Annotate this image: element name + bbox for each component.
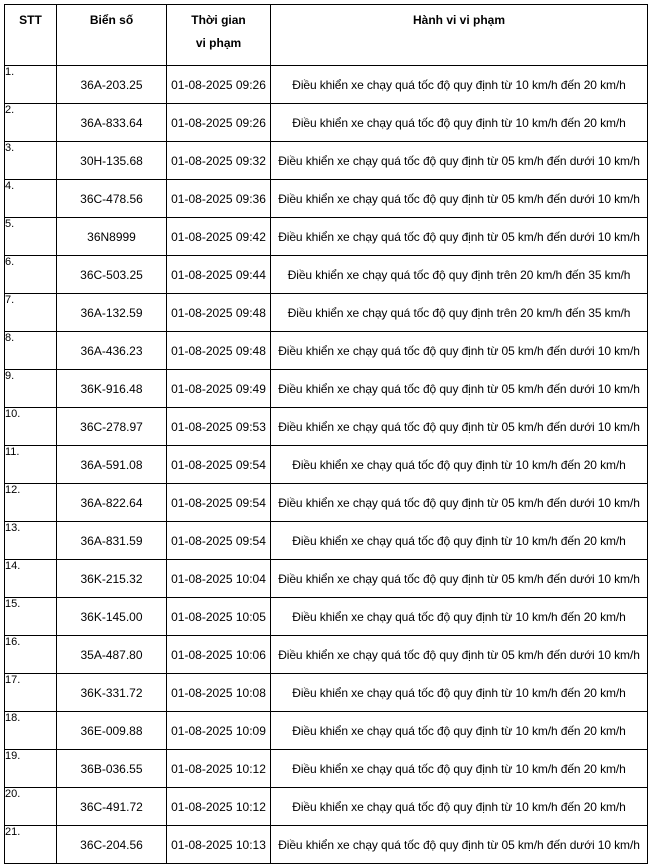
header-stt-label: STT	[19, 13, 42, 27]
violation-description: Điều khiển xe chạy quá tốc độ quy định từ 10 km/h đến 20 km/h	[271, 788, 648, 826]
violation-description: Điều khiển xe chạy quá tốc độ quy định từ 10 km/h đến 20 km/h	[271, 674, 648, 712]
row-number: 3.	[5, 142, 57, 180]
violation-time: 01-08-2025 10:04	[167, 560, 271, 598]
license-plate: 36K-331.72	[57, 674, 167, 712]
table-row	[5, 408, 648, 446]
table-row	[5, 218, 648, 256]
row-number: 18.	[5, 712, 57, 750]
license-plate: 36C-491.72	[57, 788, 167, 826]
row-number: 21.	[5, 826, 57, 864]
license-plate: 36E-009.88	[57, 712, 167, 750]
license-plate: 36K-916.48	[57, 370, 167, 408]
violation-time: 01-08-2025 09:26	[167, 104, 271, 142]
violation-time: 01-08-2025 09:48	[167, 294, 271, 332]
license-plate: 36C-503.25	[57, 256, 167, 294]
table-row	[5, 104, 648, 142]
violation-time: 01-08-2025 09:42	[167, 218, 271, 256]
violation-time: 01-08-2025 09:49	[167, 370, 271, 408]
violation-description: Điều khiển xe chạy quá tốc độ quy định từ 05 km/h đến dưới 10 km/h	[271, 142, 648, 180]
violation-description: Điều khiển xe chạy quá tốc độ quy định từ 05 km/h đến dưới 10 km/h	[271, 484, 648, 522]
table-row	[5, 636, 648, 674]
violation-description: Điều khiển xe chạy quá tốc độ quy định trên 20 km/h đến 35 km/h	[271, 256, 648, 294]
violation-description: Điều khiển xe chạy quá tốc độ quy định từ 10 km/h đến 20 km/h	[271, 522, 648, 560]
violation-time: 01-08-2025 09:54	[167, 446, 271, 484]
row-number: 2.	[5, 104, 57, 142]
row-number: 8.	[5, 332, 57, 370]
table-row	[5, 560, 648, 598]
violation-time: 01-08-2025 09:53	[167, 408, 271, 446]
row-number: 12.	[5, 484, 57, 522]
violation-time: 01-08-2025 10:08	[167, 674, 271, 712]
violation-description: Điều khiển xe chạy quá tốc độ quy định từ 10 km/h đến 20 km/h	[271, 66, 648, 104]
license-plate: 36C-278.97	[57, 408, 167, 446]
row-number: 6.	[5, 256, 57, 294]
table-row	[5, 484, 648, 522]
violation-description: Điều khiển xe chạy quá tốc độ quy định từ 05 km/h đến dưới 10 km/h	[271, 180, 648, 218]
violation-time: 01-08-2025 10:12	[167, 788, 271, 826]
table-row	[5, 256, 648, 294]
table-row	[5, 332, 648, 370]
violation-description: Điều khiển xe chạy quá tốc độ quy định từ 05 km/h đến dưới 10 km/h	[271, 826, 648, 864]
row-number: 5.	[5, 218, 57, 256]
violation-description: Điều khiển xe chạy quá tốc độ quy định từ 05 km/h đến dưới 10 km/h	[271, 218, 648, 256]
table-row	[5, 598, 648, 636]
table-row	[5, 826, 648, 864]
header-time	[167, 5, 271, 66]
license-plate: 36A-436.23	[57, 332, 167, 370]
violation-time: 01-08-2025 10:05	[167, 598, 271, 636]
header-time-label-line1: Thời gian	[191, 13, 246, 27]
table-row	[5, 370, 648, 408]
violation-description: Điều khiển xe chạy quá tốc độ quy định từ 10 km/h đến 20 km/h	[271, 446, 648, 484]
license-plate: 36A-132.59	[57, 294, 167, 332]
license-plate: 36K-215.32	[57, 560, 167, 598]
license-plate: 36A-591.08	[57, 446, 167, 484]
license-plate: 36K-145.00	[57, 598, 167, 636]
row-number: 16.	[5, 636, 57, 674]
violation-time: 01-08-2025 10:06	[167, 636, 271, 674]
table-row	[5, 674, 648, 712]
row-number: 15.	[5, 598, 57, 636]
license-plate: 30H-135.68	[57, 142, 167, 180]
table-row	[5, 66, 648, 104]
license-plate: 36C-478.56	[57, 180, 167, 218]
row-number: 4.	[5, 180, 57, 218]
row-number: 10.	[5, 408, 57, 446]
row-number: 1.	[5, 66, 57, 104]
header-plate-label: Biển số	[89, 13, 134, 27]
table-row	[5, 712, 648, 750]
row-number: 13.	[5, 522, 57, 560]
header-violation	[271, 5, 648, 66]
license-plate: 36A-203.25	[57, 66, 167, 104]
header-violation-label: Hành vi vi phạm	[412, 13, 506, 27]
violation-time: 01-08-2025 09:26	[167, 66, 271, 104]
violation-time: 01-08-2025 10:09	[167, 712, 271, 750]
table-row	[5, 446, 648, 484]
violation-description: Điều khiển xe chạy quá tốc độ quy định từ 05 km/h đến dưới 10 km/h	[271, 636, 648, 674]
violation-description: Điều khiển xe chạy quá tốc độ quy định từ 10 km/h đến 20 km/h	[271, 598, 648, 636]
violation-description: Điều khiển xe chạy quá tốc độ quy định từ 05 km/h đến dưới 10 km/h	[271, 408, 648, 446]
license-plate: 35A-487.80	[57, 636, 167, 674]
table-row	[5, 750, 648, 788]
table-header-row	[5, 5, 648, 66]
table-row	[5, 294, 648, 332]
violation-description: Điều khiển xe chạy quá tốc độ quy định từ 05 km/h đến dưới 10 km/h	[271, 370, 648, 408]
violation-time: 01-08-2025 10:13	[167, 826, 271, 864]
license-plate: 36A-822.64	[57, 484, 167, 522]
table-row	[5, 788, 648, 826]
row-number: 20.	[5, 788, 57, 826]
license-plate: 36A-833.64	[57, 104, 167, 142]
violation-time: 01-08-2025 09:54	[167, 484, 271, 522]
row-number: 17.	[5, 674, 57, 712]
license-plate: 36C-204.56	[57, 826, 167, 864]
header-stt	[5, 5, 57, 66]
violation-description: Điều khiển xe chạy quá tốc độ quy định từ 10 km/h đến 20 km/h	[271, 712, 648, 750]
violation-time: 01-08-2025 09:36	[167, 180, 271, 218]
table-row	[5, 180, 648, 218]
violation-description: Điều khiển xe chạy quá tốc độ quy định từ 05 km/h đến dưới 10 km/h	[271, 560, 648, 598]
header-plate	[57, 5, 167, 66]
table-body	[5, 66, 648, 864]
license-plate: 36A-831.59	[57, 522, 167, 560]
row-number: 7.	[5, 294, 57, 332]
table-row	[5, 142, 648, 180]
violation-description: Điều khiển xe chạy quá tốc độ quy định từ 05 km/h đến dưới 10 km/h	[271, 332, 648, 370]
violation-time: 01-08-2025 09:54	[167, 522, 271, 560]
license-plate: 36B-036.55	[57, 750, 167, 788]
violation-time: 01-08-2025 09:48	[167, 332, 271, 370]
violations-table	[4, 4, 648, 864]
violation-description: Điều khiển xe chạy quá tốc độ quy định từ 10 km/h đến 20 km/h	[271, 104, 648, 142]
violation-description: Điều khiển xe chạy quá tốc độ quy định từ 10 km/h đến 20 km/h	[271, 750, 648, 788]
violation-description: Điều khiển xe chạy quá tốc độ quy định trên 20 km/h đến 35 km/h	[271, 294, 648, 332]
row-number: 9.	[5, 370, 57, 408]
violation-time: 01-08-2025 10:12	[167, 750, 271, 788]
violation-time: 01-08-2025 09:44	[167, 256, 271, 294]
table-row	[5, 522, 648, 560]
row-number: 11.	[5, 446, 57, 484]
row-number: 14.	[5, 560, 57, 598]
violation-time: 01-08-2025 09:32	[167, 142, 271, 180]
header-time-label-line2: vi phạm	[195, 36, 242, 50]
license-plate: 36N8999	[57, 218, 167, 256]
row-number: 19.	[5, 750, 57, 788]
